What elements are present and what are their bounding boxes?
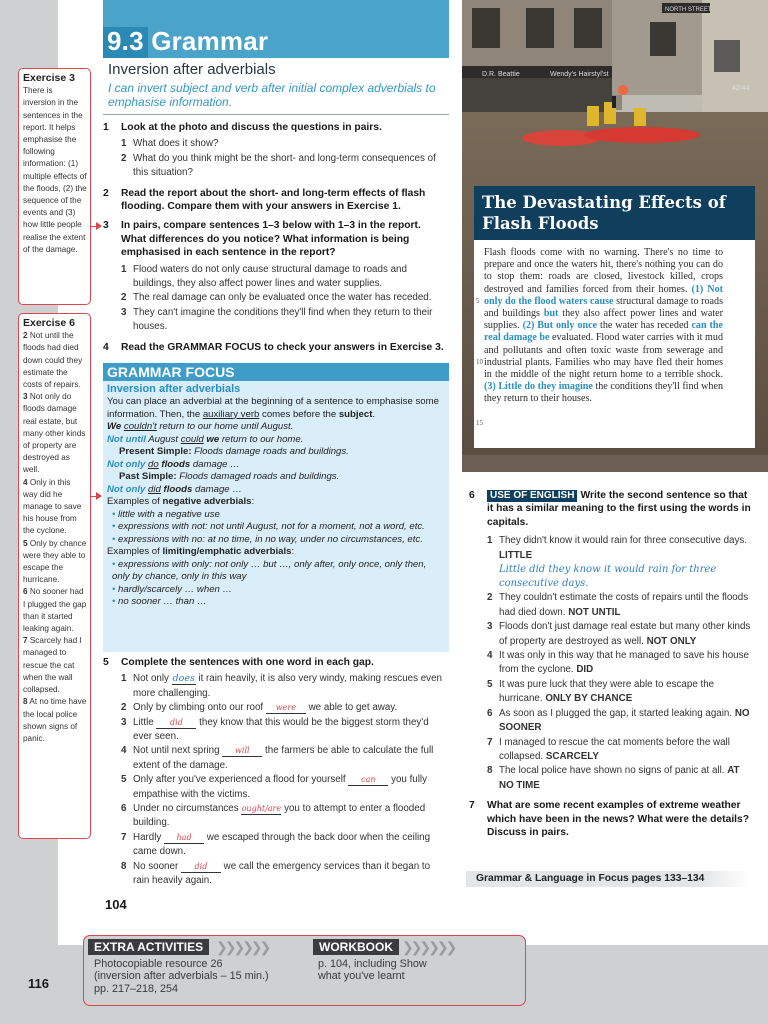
- exercise-6-item: [469, 620, 751, 649]
- note-answer: [23, 696, 87, 745]
- note-exercise-3-text: There is inversion in the sentences in the report. It helps emphasise the following information: (1) multiple effects of the floods, (2) the sequence of the events and (3) how little people realise the extent of the damage.: [23, 86, 87, 254]
- note-answer: [23, 635, 87, 696]
- exercise-6-item-sentence: I managed to rescue the cat moments before the wall collapsed.: [499, 736, 730, 762]
- exercise-6-item-sentence: As soon as I plugged the gap, it started leaking again.: [499, 707, 733, 719]
- grammar-focus-title: Inversion after adverbials: [107, 383, 241, 395]
- negative-adverbials-label: Examples of negative adverbials:: [107, 496, 255, 507]
- exercise-6-item-number: 2: [487, 592, 493, 604]
- answer-gap: had: [164, 833, 204, 844]
- grammar-example-inverted: Not until August could we return to our home.: [107, 433, 304, 445]
- exercise-5-item-number: 3: [121, 716, 127, 728]
- exercise-5-item-after: they know that this would be the biggest storm they'd ever seen.: [133, 716, 429, 743]
- lim-adverbial-item: • hardly/scarcely … when …: [107, 584, 445, 597]
- exercise-1-item-number: 2: [121, 152, 127, 164]
- chevron-decoration-icon: ❯❯❯❯❯❯: [402, 939, 455, 955]
- note-answer: [23, 330, 87, 391]
- grammar-focus-heading: GRAMMAR FOCUS: [103, 363, 449, 381]
- exercise-2-question: 2 Read the report about the short- and long-term effects of flash flooding. Compare them with your answers in Exercise 1.: [103, 187, 426, 213]
- exercise-4-question: 4 Read the GRAMMAR FOCUS to check your answers in Exercise 3.: [103, 341, 444, 353]
- exercise-6-item-number: 4: [487, 650, 493, 662]
- lesson-heading: [107, 26, 268, 57]
- exercise-5-item-after: we call the emergency services than it began to rain heavily again.: [133, 860, 431, 887]
- lim-adverbial-item: • expressions with only: not only … but …, only after, only once, only then, only by chance, only in this way: [107, 559, 445, 584]
- note-exercise-3-title: Exercise 3: [23, 72, 75, 84]
- exercise-6-item-text: [499, 591, 751, 620]
- note-exercise-6: [18, 313, 91, 839]
- exercise-6-item: [469, 764, 751, 793]
- exercise-5-item-before: Little: [133, 716, 157, 728]
- lesson-subtitle: Inversion after adverbials: [108, 61, 276, 78]
- exercise-6-item-number: 6: [487, 707, 493, 719]
- exercise-5-item-number: 8: [121, 860, 127, 872]
- exercise-5-item-text: [133, 672, 447, 701]
- exercise-6-item-text: [499, 678, 751, 707]
- exercise-6-keyword: SCARCELY: [545, 750, 599, 762]
- exercises-1-4: [103, 121, 447, 354]
- exercise-6-item-number: 3: [487, 621, 493, 633]
- handwritten-answer: Little did they know it would rain for three consecutive days.: [499, 564, 717, 590]
- exercise-3-item-number: 3: [121, 306, 127, 318]
- exercise-1-item: [103, 137, 447, 151]
- note-answer-text: Scarcely had I managed to rescue the cat when the wall collapsed.: [23, 636, 82, 695]
- negative-adverbials-list: [107, 509, 445, 547]
- exercise-5-item-number: 1: [121, 673, 127, 685]
- exercise-3-item-text: They can't imagine the conditions they'll find when they return to their houses.: [133, 306, 433, 333]
- line-number-15: 15: [476, 419, 483, 427]
- line-number-10: 10: [476, 358, 483, 366]
- street-sign: NORTH STREET: [665, 7, 712, 13]
- exercise-6-keyword: LITTLE: [499, 549, 533, 561]
- shop-sign-2: Wendy's Hairstyl'st: [550, 71, 609, 78]
- answer-gap: were: [266, 703, 306, 714]
- note-answer-number: 5: [23, 538, 28, 548]
- exercise-6-item: [469, 678, 751, 707]
- lesson-objective: I can invert subject and verb after initial complex adverbials to emphasise information.: [108, 81, 436, 109]
- note-arrow: [96, 492, 102, 500]
- exercise-6-item-number: 5: [487, 678, 493, 690]
- exercise-6-item-number: 8: [487, 765, 493, 777]
- exercise-5-item-before: Only after you've experienced a flood for yourself: [133, 774, 349, 786]
- exercise-6-question: 6 USE OF ENGLISH Write the second sentence so that it has a similar meaning to the first using the words in capitals.: [469, 490, 751, 528]
- note-answer-number: 2: [23, 331, 28, 341]
- exercise-5-item: [103, 802, 447, 831]
- article-body: 5 10 15 Flash floods come with no warning. There's no time to prepare and once the waters hit, there's nothing you can do to stop them: roads are closed, livestock killed, crops destroyed and families forced from their homes. (1) Not only do the flood waters cause structural damage to roads and buildings but they also affect power lines and water supplies. (2) But only once the water has receded can the real damage be evaluated. Flood water carries with it mud and pollutants and often toxic waste from sewerage and industrial plants. Families who may have fled their homes in the middle of the night return home to a terrible shock. (3) Little do they imagine the conditions they'll find when they return to their houses.: [484, 247, 723, 406]
- present-simple-inverted: Not only do floods damage …: [107, 458, 240, 470]
- exercise-6-keyword: AT NO TIME: [499, 765, 740, 791]
- exercise-6-item-sentence: They couldn't estimate the costs of repairs until the floods had died down.: [499, 592, 749, 618]
- exercise-5-question: 5 Complete the sentences with one word in each gap.: [103, 657, 374, 668]
- exercise-5-item-after: we escaped through the back door when the ceiling came down.: [133, 831, 431, 858]
- exercise-5-item: [103, 744, 447, 773]
- exercise-6-item-text: [499, 649, 751, 678]
- exercise-5-item-after: it rain heavily, it is also very windy, making rescues even more challenging.: [133, 673, 442, 699]
- note-answer-text: Not only do floods damage real estate, but many other kinds of property are destroyed as well.: [23, 392, 86, 475]
- exercise-5-item-before: Only by climbing onto our roof: [133, 702, 266, 714]
- note-exercise-3: [18, 68, 91, 305]
- exercise-5-item-text: [133, 860, 447, 889]
- exercise-1-item-text: What do you think might be the short- and long-term consequences of this situation?: [133, 152, 436, 179]
- note-arrow: [96, 222, 102, 230]
- exercise-5-item-before: Not only: [133, 673, 172, 685]
- answer-gap: ought/are: [241, 804, 282, 814]
- exercise-5: [103, 656, 447, 889]
- exercise-6-item-number: 1: [487, 535, 493, 547]
- exercise-5-item-number: 7: [121, 831, 127, 843]
- use-of-english-badge: USE OF ENGLISH: [487, 490, 577, 502]
- note-answer-number: 6: [23, 587, 28, 597]
- note-answer-text: Only in this way did he manage to save his house from the cyclone.: [23, 477, 82, 536]
- lim-adverbial-item: • no sooner … than …: [107, 596, 445, 609]
- exercise-5-item-text: [133, 716, 447, 745]
- extra-activities-tag: EXTRA ACTIVITIES: [88, 939, 209, 955]
- exercise-6-item-text: [499, 764, 751, 793]
- answer-gap: did: [181, 862, 221, 873]
- note-answer-text: At no time have the local police shown signs of panic.: [23, 697, 87, 743]
- exercise-5-item-number: 2: [121, 702, 127, 714]
- article-title: The Devastating Effects of Flash Floods: [474, 186, 755, 240]
- exercise-6-item-text: [499, 620, 751, 649]
- lesson-title: Grammar: [151, 26, 269, 56]
- exercise-6-keyword: NOT UNTIL: [568, 606, 621, 618]
- answer-gap: did: [156, 718, 196, 729]
- student-page-number: 104: [105, 897, 127, 912]
- neg-adverbial-item: • little with a negative use: [107, 509, 445, 522]
- line-number-5: 5: [476, 297, 480, 305]
- note-answer-number: 7: [23, 636, 28, 646]
- exercise-5-item-before: No sooner: [133, 860, 181, 872]
- exercise-6-item: [469, 736, 751, 765]
- shop-sign-1: D.R. Beattie: [482, 71, 520, 78]
- exercise-7-question: 7 What are some recent examples of extreme weather which have been in the news? What were the details? Discuss in pairs.: [469, 800, 750, 838]
- exercise-5-item-before: Hardly: [133, 831, 165, 843]
- exercise-5-item-after: you to attempt to enter a flooded building.: [133, 803, 426, 829]
- exercise-6-item: [469, 707, 751, 736]
- exercise-3-item: [103, 306, 447, 335]
- exercise-3-item: [103, 291, 447, 305]
- exercise-5-item-text: [133, 773, 447, 802]
- exercise-1-item: [103, 152, 447, 181]
- exercise-5-item-after: the farmers be able to calculate the full extent of the damage.: [133, 745, 434, 771]
- exercise-6-item: [469, 591, 751, 620]
- exercise-6-keyword: NO SOONER: [499, 707, 750, 734]
- grammar-example-normal: We couldn't return to our home until August.: [107, 421, 294, 432]
- exercise-5-item-number: 6: [121, 803, 127, 815]
- exercise-5-item-before: Under no circumstances: [133, 803, 242, 815]
- answer-gap: will: [222, 746, 262, 757]
- grammar-reference-bar: Grammar & Language in Focus pages 133–134: [466, 871, 750, 887]
- chevron-decoration-icon: ❯❯❯❯❯❯: [216, 939, 269, 955]
- note-answer-number: 4: [23, 477, 28, 487]
- exercise-5-item-text: [133, 701, 397, 715]
- exercise-6-keyword: ONLY BY CHANCE: [545, 693, 633, 705]
- exercise-5-item-number: 5: [121, 774, 127, 786]
- note-answer: [23, 586, 87, 635]
- exercise-1-question: 1 Look at the photo and discuss the questions in pairs.: [103, 122, 382, 133]
- exercise-6-item: [469, 534, 751, 563]
- note-answer-text: Not until the floods had died down could they estimate the costs of repairs.: [23, 331, 83, 390]
- exercise-6-item-sentence: It was pure luck that they were able to escape the hurricane.: [499, 678, 715, 705]
- exercise-5-item: [103, 831, 447, 860]
- exercise-6-item-sentence: Floods don't just damage real estate but many other kinds of property are destroyed as well.: [499, 621, 751, 647]
- exercise-6-item: [469, 649, 751, 678]
- exercise-5-item: [103, 773, 447, 802]
- exercise-5-item-after: you fully empathise with the victims.: [133, 774, 428, 800]
- exercise-3-item-number: 2: [121, 292, 127, 304]
- exercise-5-item-text: [133, 831, 447, 860]
- grammar-focus-box: [103, 363, 449, 652]
- lesson-number: 9.3: [107, 26, 144, 56]
- present-simple-example: Present Simple: Floods damage roads and buildings.: [119, 446, 349, 457]
- exercise-6-item-sentence: They didn't know it would rain for three consecutive days.: [499, 535, 748, 547]
- limiting-adverbials-list: [107, 559, 445, 609]
- article-box: [474, 186, 755, 448]
- note-answer-number: 3: [23, 392, 28, 402]
- exercise-6-item-sentence: It was only in this way that he managed to save his house from the cyclone.: [499, 650, 749, 676]
- exercise-3-item-number: 1: [121, 263, 127, 275]
- note-answer: [23, 391, 87, 476]
- exercise-6-item-text: [499, 707, 751, 736]
- exercise-1-item-text: What does it show?: [133, 138, 219, 150]
- past-simple-example: Past Simple: Floods damaged roads and buildings.: [119, 471, 340, 482]
- note-answer: [23, 477, 87, 538]
- note-exercise-6-title: Exercise 6: [23, 317, 75, 329]
- exercise-5-item: [103, 860, 447, 889]
- divider: [103, 114, 449, 115]
- exercise-6-keyword: NOT ONLY: [646, 635, 697, 647]
- exercise-1-item-number: 1: [121, 138, 127, 150]
- grammar-focus-intro: You can place an adverbial at the beginning of a sentence to emphasise some information. Then, the auxiliary verb comes before the subject.: [107, 396, 439, 420]
- neg-adverbial-item: • expressions with no: at no time, in no way, under no circumstances, etc.: [107, 534, 445, 547]
- answer-gap: does: [172, 673, 195, 685]
- exercise-5-item-before: Not until next spring: [133, 745, 223, 757]
- exercise-5-item: [103, 672, 447, 701]
- exercise-6-item-number: 7: [487, 736, 493, 748]
- exercise-5-item-number: 4: [121, 745, 127, 757]
- note-answer-text: No sooner had I plugged the gap than it started leaking again.: [23, 587, 87, 634]
- exercise-5-item-text: [133, 802, 447, 831]
- exercise-6: [469, 489, 751, 839]
- workbook-text: p. 104, including Show what you've learnt: [318, 958, 427, 983]
- limiting-adverbials-label: Examples of limiting/emphatic adverbials:: [107, 546, 295, 557]
- exercise-5-item: [103, 716, 447, 745]
- exercise-3-item: [103, 263, 447, 292]
- note-answer: [23, 538, 87, 587]
- workbook-tag: WORKBOOK: [313, 939, 399, 955]
- note-answer-number: 8: [23, 697, 28, 707]
- exercise-6-item-sentence: The local police have shown no signs of panic at all.: [499, 765, 725, 777]
- exercise-5-item: [103, 701, 447, 715]
- exercise-6-item-text: [499, 736, 751, 765]
- neg-adverbial-item: • expressions with not: not until August, not for a moment, not a word, etc.: [107, 521, 445, 534]
- note-exercise-6-list: [23, 330, 87, 745]
- exercise-6-keyword: DID: [576, 664, 594, 676]
- exercise-5-item-text: [133, 744, 447, 773]
- note-answer-text: Only by chance were they able to escape the hurricane.: [23, 538, 87, 585]
- exercise-5-item-after: we able to get away.: [305, 702, 398, 714]
- teacher-page-number: 116: [28, 976, 49, 991]
- exercise-3-question: 3 In pairs, compare sentences 1–3 below with 1–3 in the report. What differences do you notice? What information is being emphasised in each sentence in the report?: [103, 220, 421, 259]
- exercise-6-item-text: [499, 534, 751, 563]
- past-simple-inverted: Not only did floods damage …: [107, 483, 242, 495]
- exercise-3-item-text: Flood waters do not only cause structural damage to roads and buildings, they also affect power lines and water supplies.: [133, 263, 407, 290]
- extra-activities-text: Photocopiable resource 26 (inversion after adverbials – 15 min.) pp. 217–218, 254: [94, 958, 269, 995]
- shop-sign-3: 42/44: [732, 85, 750, 92]
- exercise-3-item-text: The real damage can only be evaluated once the water has receded.: [133, 292, 432, 304]
- answer-gap: can: [348, 775, 388, 786]
